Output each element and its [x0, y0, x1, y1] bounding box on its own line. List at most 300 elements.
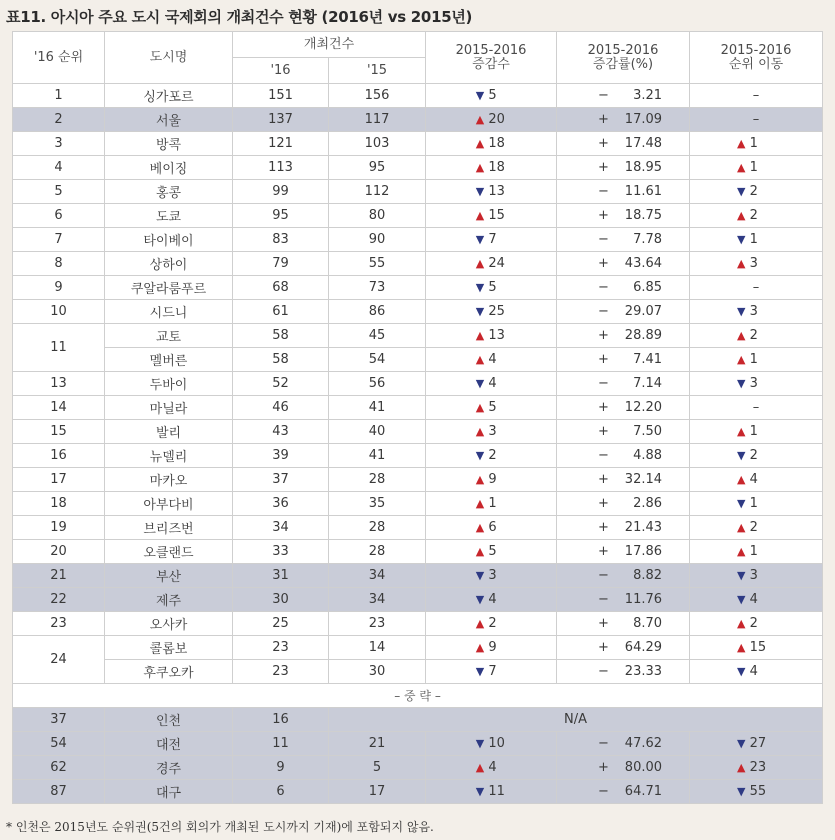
- up-arrow-icon: ▲: [737, 761, 746, 774]
- count-2016-cell: 137: [233, 108, 329, 132]
- rate-value: 7.50: [633, 424, 663, 439]
- change-cell-value: 3: [488, 424, 497, 439]
- rate-value: 64.29: [624, 640, 663, 655]
- change-cell: [426, 732, 557, 756]
- rate-sign: −: [598, 568, 609, 583]
- move-wrap: [731, 568, 781, 583]
- count-2016-cell: 39: [233, 444, 329, 468]
- down-arrow-icon: ▼: [737, 785, 746, 798]
- rate-sign: −: [598, 184, 609, 199]
- move-value: 3: [749, 256, 758, 271]
- rate-cell: [557, 756, 690, 780]
- count-2016-cell: 46: [233, 396, 329, 420]
- move-wrap: [731, 304, 781, 319]
- move-wrap: [731, 448, 781, 463]
- rate-cell: [557, 420, 690, 444]
- up-arrow-icon: ▲: [475, 617, 485, 630]
- count-2016-cell: 30: [233, 588, 329, 612]
- move-value: 2: [749, 328, 758, 343]
- rate-cell: [557, 516, 690, 540]
- rank-cell: 17: [13, 468, 105, 492]
- up-arrow-icon: ▲: [475, 209, 485, 222]
- rank-cell: 19: [13, 516, 105, 540]
- change-cell-value: 5: [488, 400, 497, 415]
- move-value: –: [752, 280, 760, 295]
- table-row: [13, 588, 823, 612]
- change-cell: [426, 324, 557, 348]
- change-cell-value: 4: [488, 592, 497, 607]
- rate-value: 6.85: [633, 280, 663, 295]
- move-value: 3: [749, 304, 758, 319]
- change-cell-value: 4: [488, 376, 497, 391]
- up-arrow-icon: ▲: [737, 473, 746, 486]
- up-arrow-icon: ▲: [475, 257, 485, 270]
- move-wrap: [731, 208, 781, 223]
- table-row: [13, 252, 823, 276]
- change-cell-value: 18: [488, 160, 505, 175]
- rate-cell: [557, 204, 690, 228]
- rate-cell: [557, 540, 690, 564]
- change-cell: [426, 588, 557, 612]
- city-cell: 싱가포르: [105, 84, 233, 108]
- move-value: 2: [749, 520, 758, 535]
- move-value: 1: [749, 232, 758, 247]
- table-row: [13, 156, 823, 180]
- move-value: 2: [749, 208, 758, 223]
- move-value: 2: [749, 616, 758, 631]
- table-row: [13, 444, 823, 468]
- rank-cell: 5: [13, 180, 105, 204]
- city-cell: 두바이: [105, 372, 233, 396]
- table-row: [13, 420, 823, 444]
- move-cell: [690, 396, 823, 420]
- move-wrap: [731, 736, 781, 751]
- city-cell: 대전: [105, 732, 233, 756]
- table-row: [13, 204, 823, 228]
- count-2016-cell: 9: [233, 756, 329, 780]
- rate-cell: [557, 732, 690, 756]
- rate-sign: +: [598, 352, 609, 367]
- table-title: 표11. 아시아 주요 도시 국제회의 개최건수 현황 (2016년 vs 2015년): [6, 8, 473, 26]
- down-arrow-icon: ▼: [737, 665, 746, 678]
- change-cell-value: 2: [488, 616, 497, 631]
- count-2015-cell: 73: [329, 276, 426, 300]
- rate-value: 18.95: [624, 160, 663, 175]
- change-cell: [426, 396, 557, 420]
- count-2016-cell: 34: [233, 516, 329, 540]
- rate-value: 7.78: [633, 232, 663, 247]
- rank-cell: 8: [13, 252, 105, 276]
- rate-cell: [557, 348, 690, 372]
- change-cell-value: 13: [488, 184, 505, 199]
- move-value: –: [752, 88, 760, 103]
- change-cell-value: 10: [488, 736, 505, 751]
- rate-wrap: [578, 112, 668, 127]
- move-wrap: [731, 352, 781, 367]
- change-cell: [426, 612, 557, 636]
- change-cell: [426, 180, 557, 204]
- down-arrow-icon: ▼: [475, 593, 485, 606]
- move-cell: [690, 300, 823, 324]
- count-2016-cell: 121: [233, 132, 329, 156]
- city-cell: 아부다비: [105, 492, 233, 516]
- down-arrow-icon: ▼: [475, 305, 485, 318]
- count-2015-cell: 23: [329, 612, 426, 636]
- header-change-l1: 2015-2016: [455, 42, 527, 58]
- rate-wrap: [578, 136, 668, 151]
- table-row: [13, 516, 823, 540]
- count-2015-cell: 112: [329, 180, 426, 204]
- move-wrap: [731, 424, 781, 439]
- rate-value: 8.82: [633, 568, 663, 583]
- rate-cell: [557, 660, 690, 684]
- down-arrow-icon: ▼: [475, 737, 485, 750]
- rate-cell: [557, 156, 690, 180]
- rank-cell: 16: [13, 444, 105, 468]
- city-cell: 쿠알라룸푸르: [105, 276, 233, 300]
- rate-wrap: [578, 616, 668, 631]
- up-arrow-icon: ▲: [737, 521, 746, 534]
- count-2015-cell: 86: [329, 300, 426, 324]
- table-row: [13, 132, 823, 156]
- rate-sign: −: [598, 232, 609, 247]
- up-arrow-icon: ▲: [475, 641, 485, 654]
- rank-cell: 10: [13, 300, 105, 324]
- rate-cell: [557, 108, 690, 132]
- rate-cell: [557, 324, 690, 348]
- change-cell: [426, 132, 557, 156]
- rate-cell: [557, 492, 690, 516]
- change-cell: [426, 660, 557, 684]
- footnote: * 인천은 2015년도 순위권(5건의 회의가 개최된 도시까지 기재)에 포함되지 않음.: [6, 820, 434, 834]
- change-cell: [426, 84, 557, 108]
- count-2016-cell: 113: [233, 156, 329, 180]
- change-cell-value: 3: [488, 568, 497, 583]
- move-cell: [690, 156, 823, 180]
- rate-wrap: [578, 640, 668, 655]
- rate-sign: +: [598, 160, 609, 175]
- rate-value: 7.14: [633, 376, 663, 391]
- move-value: 1: [749, 160, 758, 175]
- count-2015-cell: 41: [329, 444, 426, 468]
- change-cell: [426, 540, 557, 564]
- move-cell: [690, 492, 823, 516]
- change-cell: [426, 372, 557, 396]
- move-cell: [690, 276, 823, 300]
- count-2016-cell: 37: [233, 468, 329, 492]
- rank-cell: 37: [13, 708, 105, 732]
- header-move-l2: 순위 이동: [728, 56, 784, 72]
- move-value: 1: [749, 544, 758, 559]
- city-cell: 도쿄: [105, 204, 233, 228]
- move-cell: [690, 84, 823, 108]
- change-cell: [426, 444, 557, 468]
- city-cell: 베이징: [105, 156, 233, 180]
- rate-wrap: [578, 160, 668, 175]
- rate-sign: +: [598, 136, 609, 151]
- move-cell: [690, 468, 823, 492]
- up-arrow-icon: ▲: [475, 161, 485, 174]
- count-2015-cell: 28: [329, 540, 426, 564]
- move-value: 4: [749, 472, 758, 487]
- rate-value: 80.00: [624, 760, 663, 775]
- header-city: 도시명: [105, 32, 233, 84]
- move-cell: [690, 372, 823, 396]
- change-cell: [426, 204, 557, 228]
- down-arrow-icon: ▼: [737, 449, 746, 462]
- move-cell: [690, 540, 823, 564]
- count-2015-cell: 34: [329, 564, 426, 588]
- move-wrap: [731, 256, 781, 271]
- count-2016-cell: 36: [233, 492, 329, 516]
- count-2016-cell: 58: [233, 324, 329, 348]
- rate-sign: −: [598, 664, 609, 679]
- count-2015-cell: 103: [329, 132, 426, 156]
- rank-cell: 13: [13, 372, 105, 396]
- change-cell-value: 18: [488, 136, 505, 151]
- down-arrow-icon: ▼: [737, 185, 746, 198]
- move-wrap: [731, 496, 781, 511]
- rate-value: 8.70: [633, 616, 663, 631]
- rank-cell: 62: [13, 756, 105, 780]
- down-arrow-icon: ▼: [475, 281, 485, 294]
- count-2016-cell: 52: [233, 372, 329, 396]
- table-row: [13, 396, 823, 420]
- rate-wrap: [578, 448, 668, 463]
- up-arrow-icon: ▲: [737, 209, 746, 222]
- up-arrow-icon: ▲: [475, 473, 485, 486]
- count-2015-cell: 80: [329, 204, 426, 228]
- count-2016-cell: 151: [233, 84, 329, 108]
- rate-wrap: [578, 784, 668, 799]
- move-cell: [690, 180, 823, 204]
- count-2015-cell: 117: [329, 108, 426, 132]
- count-2015-cell: 14: [329, 636, 426, 660]
- rate-value: 3.21: [633, 88, 663, 103]
- rate-cell: [557, 84, 690, 108]
- move-value: 23: [749, 760, 767, 775]
- down-arrow-icon: ▼: [737, 497, 746, 510]
- down-arrow-icon: ▼: [737, 593, 746, 606]
- count-2015-cell: 90: [329, 228, 426, 252]
- header-change: [426, 32, 557, 84]
- count-2016-cell: 23: [233, 636, 329, 660]
- move-cell: [690, 588, 823, 612]
- table-row: [13, 660, 823, 684]
- rate-wrap: [578, 760, 668, 775]
- rate-value: 64.71: [624, 784, 663, 799]
- up-arrow-icon: ▲: [475, 545, 485, 558]
- change-cell: [426, 516, 557, 540]
- up-arrow-icon: ▲: [737, 329, 746, 342]
- rate-wrap: [578, 592, 668, 607]
- change-cell-value: 7: [488, 664, 497, 679]
- change-cell: [426, 108, 557, 132]
- rank-cell: 54: [13, 732, 105, 756]
- city-cell: 시드니: [105, 300, 233, 324]
- change-cell-value: 4: [488, 760, 497, 775]
- city-cell: 대구: [105, 780, 233, 804]
- city-cell: 부산: [105, 564, 233, 588]
- table-row: [13, 540, 823, 564]
- rate-sign: +: [598, 256, 609, 271]
- change-cell-value: 9: [488, 640, 497, 655]
- change-cell: [426, 156, 557, 180]
- table-row: [13, 348, 823, 372]
- move-value: 2: [749, 184, 758, 199]
- count-2016-cell: 83: [233, 228, 329, 252]
- rate-cell: [557, 276, 690, 300]
- up-arrow-icon: ▲: [737, 641, 746, 654]
- count-2015-cell: 28: [329, 468, 426, 492]
- rank-cell: 14: [13, 396, 105, 420]
- city-cell: 뉴델리: [105, 444, 233, 468]
- rate-wrap: [578, 568, 668, 583]
- up-arrow-icon: ▲: [737, 257, 746, 270]
- separator-label: – 중 략 –: [13, 684, 823, 708]
- rate-sign: +: [598, 472, 609, 487]
- move-cell: [690, 420, 823, 444]
- change-cell: [426, 300, 557, 324]
- count-2015-cell: 54: [329, 348, 426, 372]
- city-cell: 마닐라: [105, 396, 233, 420]
- header-count-group: 개최건수: [233, 32, 426, 58]
- down-arrow-icon: ▼: [475, 449, 485, 462]
- city-cell: 인천: [105, 708, 233, 732]
- rate-value: 7.41: [633, 352, 663, 367]
- change-cell-value: 7: [488, 232, 497, 247]
- city-cell: 서울: [105, 108, 233, 132]
- table-row: [13, 84, 823, 108]
- move-wrap: [731, 376, 781, 391]
- count-2016-cell: 79: [233, 252, 329, 276]
- change-cell-value: 24: [488, 256, 505, 271]
- up-arrow-icon: ▲: [737, 425, 746, 438]
- rate-value: 4.88: [633, 448, 663, 463]
- count-2015-cell: 40: [329, 420, 426, 444]
- rate-value: 28.89: [624, 328, 663, 343]
- rate-cell: [557, 468, 690, 492]
- move-wrap: [731, 592, 781, 607]
- na-cell: N/A: [329, 708, 823, 732]
- down-arrow-icon: ▼: [475, 377, 485, 390]
- count-2015-cell: 34: [329, 588, 426, 612]
- change-cell: [426, 492, 557, 516]
- up-arrow-icon: ▲: [475, 353, 485, 366]
- change-cell-value: 25: [488, 304, 505, 319]
- rate-cell: [557, 588, 690, 612]
- rate-cell: [557, 636, 690, 660]
- up-arrow-icon: ▲: [737, 137, 746, 150]
- rate-sign: +: [598, 640, 609, 655]
- rate-sign: −: [598, 784, 609, 799]
- city-cell: 상하이: [105, 252, 233, 276]
- rate-sign: +: [598, 544, 609, 559]
- down-arrow-icon: ▼: [737, 569, 746, 582]
- rate-sign: −: [598, 592, 609, 607]
- rate-value: 23.33: [624, 664, 663, 679]
- rate-wrap: [578, 472, 668, 487]
- move-value: 2: [749, 448, 758, 463]
- move-cell: [690, 756, 823, 780]
- rate-wrap: [578, 208, 668, 223]
- down-arrow-icon: ▼: [475, 233, 485, 246]
- move-wrap: [731, 184, 781, 199]
- up-arrow-icon: ▲: [475, 497, 485, 510]
- rank-cell: 18: [13, 492, 105, 516]
- down-arrow-icon: ▼: [475, 89, 485, 102]
- rate-cell: [557, 780, 690, 804]
- header-move: [690, 32, 823, 84]
- rank-cell: 23: [13, 612, 105, 636]
- city-cell: 오사카: [105, 612, 233, 636]
- count-2015-cell: 30: [329, 660, 426, 684]
- down-arrow-icon: ▼: [475, 569, 485, 582]
- rate-cell: [557, 132, 690, 156]
- move-wrap: [731, 160, 781, 175]
- rate-cell: [557, 252, 690, 276]
- move-wrap: [731, 784, 781, 799]
- city-cell: 오클랜드: [105, 540, 233, 564]
- up-arrow-icon: ▲: [475, 761, 485, 774]
- move-cell: [690, 564, 823, 588]
- move-cell: [690, 228, 823, 252]
- city-cell: 홍콩: [105, 180, 233, 204]
- move-value: 27: [749, 736, 767, 751]
- city-cell: 발리: [105, 420, 233, 444]
- rate-cell: [557, 372, 690, 396]
- change-cell-value: 6: [488, 520, 497, 535]
- rate-value: 2.86: [633, 496, 663, 511]
- rate-wrap: [578, 256, 668, 271]
- rate-wrap: [578, 664, 668, 679]
- rate-sign: +: [598, 424, 609, 439]
- rate-wrap: [578, 328, 668, 343]
- change-cell-value: 5: [488, 544, 497, 559]
- move-value: 1: [749, 352, 758, 367]
- change-cell: [426, 564, 557, 588]
- up-arrow-icon: ▲: [475, 113, 485, 126]
- move-cell: [690, 636, 823, 660]
- move-value: 3: [749, 568, 758, 583]
- rate-wrap: [578, 304, 668, 319]
- rate-sign: −: [598, 376, 609, 391]
- change-cell: [426, 468, 557, 492]
- move-wrap: [731, 544, 781, 559]
- rate-value: 12.20: [624, 400, 663, 415]
- rank-cell: 87: [13, 780, 105, 804]
- city-cell: 멜버른: [105, 348, 233, 372]
- header-move-l1: 2015-2016: [720, 42, 792, 58]
- count-2015-cell: 156: [329, 84, 426, 108]
- move-cell: [690, 444, 823, 468]
- move-wrap: [731, 232, 781, 247]
- rank-cell: 3: [13, 132, 105, 156]
- count-2016-cell: 11: [233, 732, 329, 756]
- rate-wrap: [578, 376, 668, 391]
- city-cell: 브리즈번: [105, 516, 233, 540]
- count-2016-cell: 25: [233, 612, 329, 636]
- table-row: [13, 780, 823, 804]
- move-value: 55: [749, 784, 767, 799]
- rate-value: 21.43: [624, 520, 663, 535]
- rate-wrap: [578, 400, 668, 415]
- rate-wrap: [578, 280, 668, 295]
- change-cell: [426, 228, 557, 252]
- table-row: [13, 564, 823, 588]
- change-cell-value: 9: [488, 472, 497, 487]
- move-value: 4: [749, 664, 758, 679]
